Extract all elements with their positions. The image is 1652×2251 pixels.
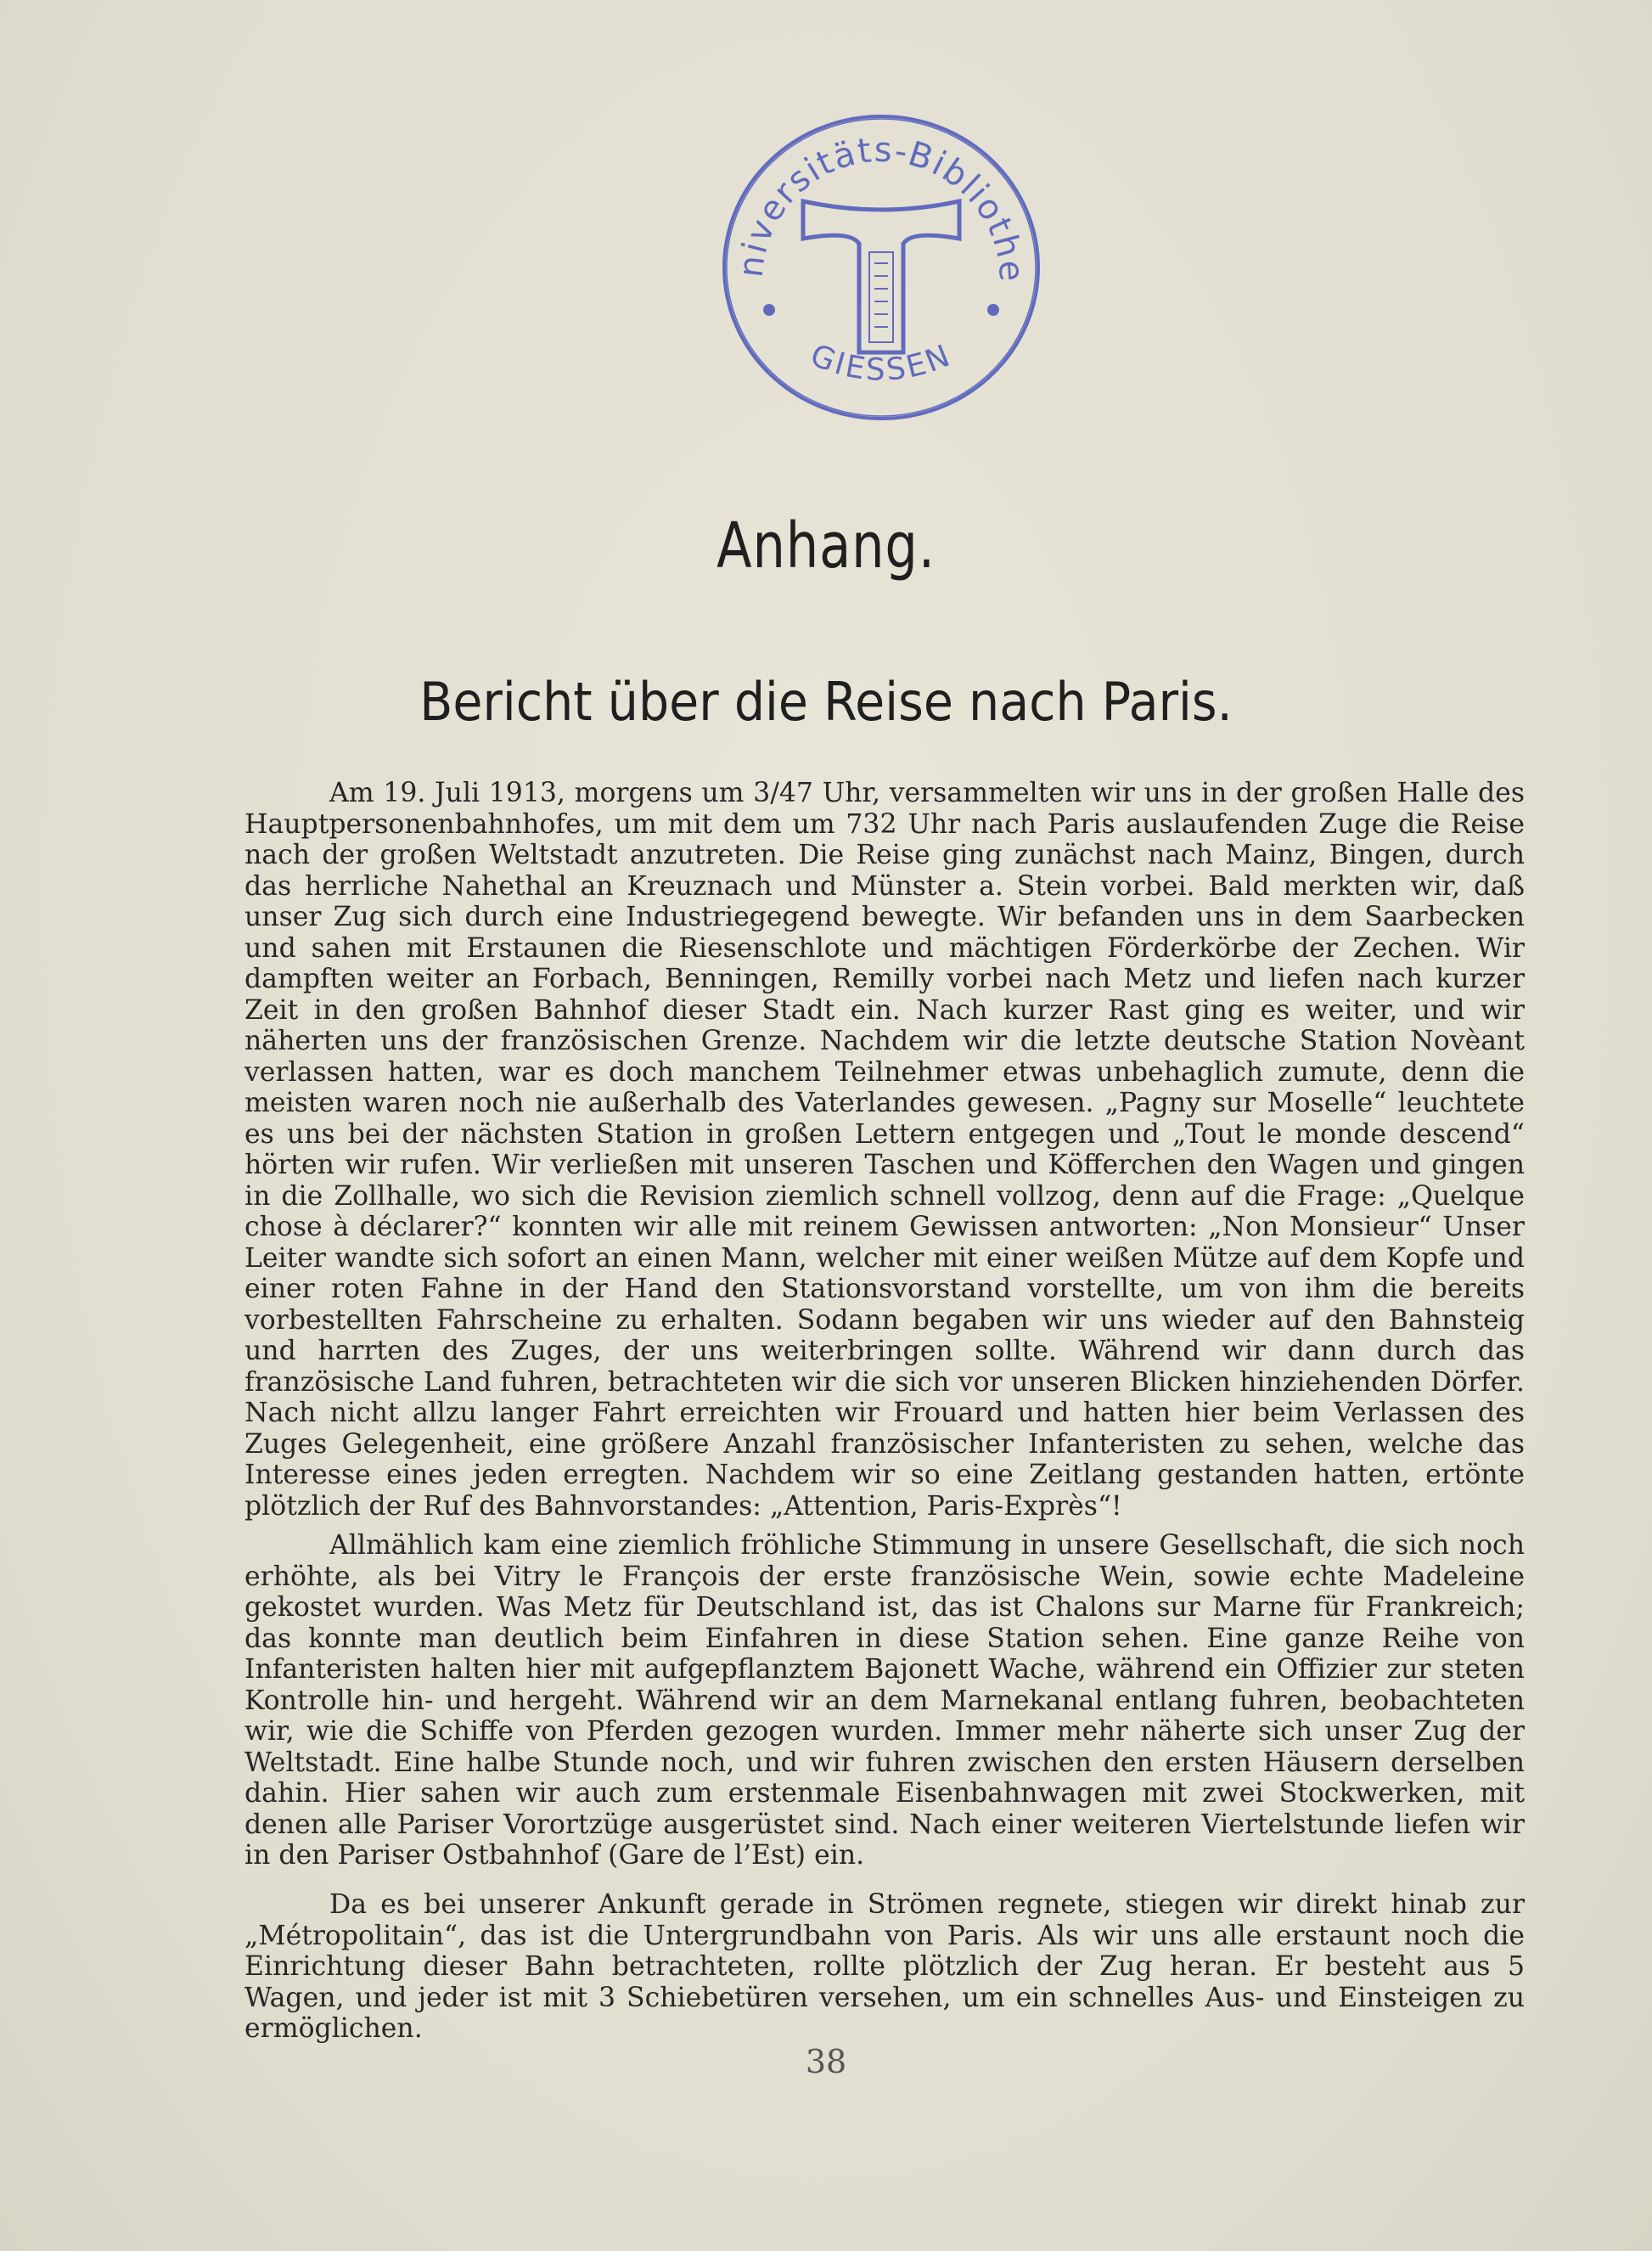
stamp-bottom-text: GIESSEN <box>805 337 958 388</box>
svg-text:Universitäts-Bibliothek <box>711 106 1031 284</box>
tau-cross-icon <box>803 201 959 352</box>
library-stamp <box>711 106 1051 433</box>
paragraph-3: Da es bei unserer Ankunft gerade in Strömen regnete, stiegen wir direkt hinab zur „Métropolitain“, das ist die Untergrundbahn von Paris. Als wir uns alle erstaunt noch die Einrichtung dieser Bahn betrachteten, rollte plötzlich der Zug heran. Er besteht aus 5 Wagen, und jeder ist mit 3 Schiebetüren versehen, um ein schnelles Aus- und Einsteigen zu ermöglichen. <box>244 1889 1525 2044</box>
report-title: Bericht über die Reise nach Paris. <box>419 671 1233 733</box>
section-title: Anhang. <box>716 509 936 582</box>
paragraph-2: Allmählich kam eine ziemlich fröhliche Stimmung in unsere Gesellschaft, die sich noch erhöhte, als bei Vitry le François der erste französische Wein, sowie echte Madeleine gekostet wurden. Was Metz für Deutschland ist, das ist Chalons sur Marne für Frankreich; das konnte man deutlich beim Einfahren in diese Station sehen. Eine ganze Reihe von Infanteristen halten hier mit aufgepflanztem Bajonett Wache, während ein Offizier zur steten Kontrolle hin- und hergeht. Während wir an dem Marnekanal entlang fuhren, beobachteten wir, wie die Schiffe von Pferden gezogen wurden. Immer mehr näherte sich unser Zug der Weltstadt. Eine halbe Stunde noch, und wir fuhren zwischen den ersten Häusern derselben dahin. Hier sahen wir auch zum erstenmale Eisenbahnwagen mit zwei Stockwerken, mit denen alle Pariser Vorortzüge ausgerüstet sind. Nach einer weiteren Viertelstunde liefen wir in den Pariser Ostbahnhof (Gare de l’Est) ein. <box>244 1530 1525 1871</box>
page-number: 38 <box>805 2043 847 2080</box>
svg-text:GIESSEN <box>806 338 957 388</box>
paragraph-1: Am 19. Juli 1913, morgens um 3/47 Uhr, versammelten wir uns in der großen Halle des Hauptpersonenbahnhofes, um mit dem um 732 Uhr nach Paris auslaufenden Zuge die Reise nach der großen Weltstadt anzutreten. Die Reise ging zunächst nach Mainz, Bingen, durch das herrliche Nahethal an Kreuznach und Münster a. Stein vorbei. Bald merkten wir, daß unser Zug sich durch eine Industriegegend bewegte. Wir befanden uns in dem Saarbecken und sahen mit Erstaunen die Riesenschlote und mächtigen Förderkörbe der Zechen. Wir dampften weiter an Forbach, Benningen, Remilly vorbei nach Metz und liefen nach kurzer Zeit in den großen Bahnhof dieser Stadt ein. Nach kurzer Rast ging es weiter, und wir näherten uns der französischen Grenze. Nachdem wir die letzte deutsche Station Novèant verlassen hatten, war es doch manchem Teilnehmer etwas unbehaglich zumute, denn die meisten waren noch nie außerhalb des Vaterlandes gewesen. „Pagny sur Moselle“ leuchtete es uns bei der nächsten Station in großen Lettern entgegen und „Tout le monde descend“ hörten wir rufen. Wir verließen mit unseren Taschen und Köfferchen den Wagen und gingen in die Zollhalle, wo sich die Revision ziemlich schnell vollzog, denn auf die Frage: „Quelque chose à déclarer?“ konnten wir alle mit reinem Gewissen antworten: „Non Monsieur“ Unser Leiter wandte sich sofort an einen Mann, welcher mit einer weißen Mütze auf dem Kopfe und einer roten Fahne in der Hand den Stationsvorstand vorstellte, um von ihm die bereits vorbestellten Fahrscheine zu erhalten. Sodann begaben wir uns wieder auf den Bahnsteig und harrten des Zuges, der uns weiterbringen sollte. Während wir dann durch das französische Land fuhren, betrachteten wir die sich vor unseren Blicken hinziehenden Dörfer. Nach nicht allzu langer Fahrt erreichten wir Frouard und hatten hier beim Verlassen des Zuges Gelegenheit, eine größere Anzahl französischer Infanteristen zu sehen, welche das Interesse eines jeden erregten. Nachdem wir so eine Zeitlang gestanden hatten, ertönte plötzlich der Ruf des Bahnvorstandes: „Attention, Paris-Exprès“! <box>244 778 1525 1522</box>
stamp-top-text: niversitäts-Bibliothe <box>731 130 1031 284</box>
